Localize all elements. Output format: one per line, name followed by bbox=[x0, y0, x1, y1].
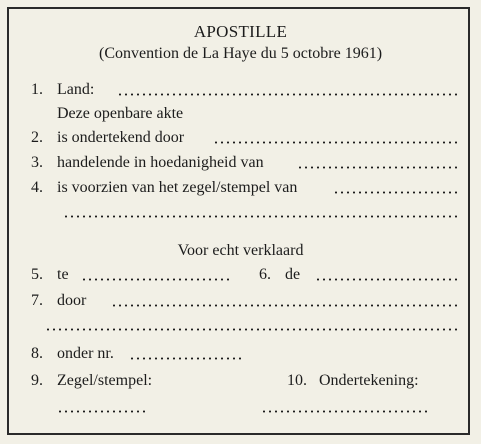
item-number-10: 10. bbox=[287, 372, 307, 389]
by-field-line-1[interactable] bbox=[111, 304, 457, 307]
form-subtitle: (Convention de La Haye du 5 octobre 1961) bbox=[98, 45, 383, 62]
number-label: onder nr. bbox=[57, 345, 114, 362]
land-field-line[interactable] bbox=[117, 93, 457, 96]
seal-stamp-field-line[interactable] bbox=[57, 410, 147, 413]
signature-label: Ondertekening: bbox=[319, 372, 419, 389]
capacity-field-line[interactable] bbox=[297, 166, 457, 169]
signed-by-field-line[interactable] bbox=[213, 141, 457, 144]
by-field-line-2[interactable] bbox=[45, 328, 457, 331]
place-label: te bbox=[57, 266, 69, 283]
signature-field-line[interactable] bbox=[261, 410, 429, 413]
capacity-label: handelende in hoedanigheid van bbox=[57, 154, 264, 171]
public-deed-label: Deze openbare akte bbox=[57, 105, 184, 122]
date-field-line[interactable] bbox=[315, 278, 457, 281]
seal-stamp-label: Zegel/stempel: bbox=[57, 372, 153, 389]
item-number-6: 6. bbox=[259, 266, 271, 283]
seal-of-field-line-1[interactable] bbox=[333, 191, 457, 194]
form-title: APOSTILLE bbox=[193, 22, 288, 41]
seal-of-label: is voorzien van het zegel/stempel van bbox=[57, 179, 298, 196]
certified-heading: Voor echt verklaard bbox=[177, 242, 304, 259]
number-field-line[interactable] bbox=[129, 357, 243, 360]
apostille-form bbox=[7, 7, 470, 435]
place-field-line[interactable] bbox=[81, 278, 231, 281]
seal-of-field-line-2[interactable] bbox=[63, 215, 457, 218]
signed-by-label: is ondertekend door bbox=[57, 129, 185, 146]
land-label: Land: bbox=[57, 81, 95, 98]
item-number-7: 7. bbox=[31, 292, 43, 309]
by-label: door bbox=[57, 292, 87, 309]
item-number-5: 5. bbox=[31, 266, 43, 283]
date-label: de bbox=[285, 266, 301, 283]
item-number-3: 3. bbox=[31, 154, 43, 171]
item-number-4: 4. bbox=[31, 179, 43, 196]
item-number-8: 8. bbox=[31, 345, 43, 362]
item-number-9: 9. bbox=[31, 372, 43, 389]
item-number-2: 2. bbox=[31, 129, 43, 146]
item-number-1: 1. bbox=[31, 81, 43, 98]
